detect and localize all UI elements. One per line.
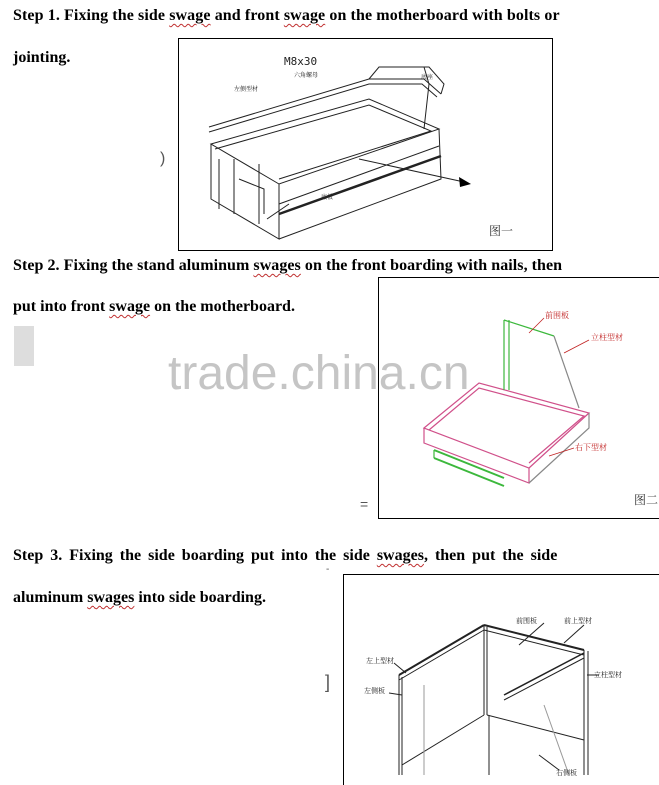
dash-mark: - — [326, 564, 330, 575]
step2-line1 — [13, 256, 562, 276]
step3-line2-part: aluminum — [13, 589, 88, 606]
step2-word-swage: swage — [109, 298, 151, 315]
step1-line1-part: Step 1. Fixing the side — [13, 7, 170, 24]
step3-line1-part: , then put the side — [423, 547, 558, 564]
fig1-label-left: 左侧型材 — [234, 86, 259, 93]
step1-word-swage: swage — [283, 7, 326, 24]
fig1-caption: 图一 — [489, 224, 514, 238]
step3-line2 — [13, 588, 266, 608]
step1-line2: jointing. — [13, 49, 71, 66]
fig1-label-bottom: 底板 — [321, 194, 334, 201]
figure-1 — [178, 38, 553, 251]
step1-line1 — [13, 6, 560, 26]
fig3-label-front-top: 前上型材 — [564, 617, 592, 625]
step3-line1-part: Step 3. Fixing the side boarding put into the side — [13, 547, 377, 564]
step2-line2 — [13, 297, 295, 317]
dash-mark: = — [360, 496, 369, 512]
gray-marker — [14, 326, 34, 366]
fig3-label-right-side: 右侧板 — [556, 769, 577, 777]
fig3-label-post: 立柱型材 — [594, 671, 622, 679]
bracket-mark: ] — [325, 672, 331, 692]
fig1-label-right: 底座 — [421, 74, 434, 81]
step3-word-swages: swages — [87, 589, 135, 606]
step3-word-swages: swages — [376, 547, 424, 564]
fig2-label-front: 前围板 — [545, 311, 569, 320]
fig2-label-lower: 右下型材 — [575, 443, 607, 452]
fig1-label-nut: 六角螺母 — [294, 72, 319, 79]
step2-line1-part: Step 2. Fixing the stand aluminum — [13, 257, 254, 274]
figure-1-drawing — [179, 39, 552, 250]
fig3-label-front-panel: 前围板 — [516, 617, 537, 625]
figure-3-drawing — [344, 575, 659, 785]
fig2-caption: 图二 — [634, 493, 659, 507]
fig1-label-bolt: M8x30 — [284, 55, 318, 68]
fig3-label-left-side: 左侧板 — [364, 687, 385, 695]
fig3-label-left-top: 左上型材 — [366, 657, 394, 665]
figure-3 — [343, 574, 659, 785]
step3-line1 — [13, 546, 557, 566]
step1-line1-part: and front — [210, 7, 284, 24]
step1-line1-part: on the motherboard with bolts or — [325, 7, 560, 24]
step2-line2-part: put into front — [13, 298, 110, 315]
step2-line1-part: on the front boarding with nails, then — [300, 257, 563, 274]
step2-word-swages: swages — [253, 257, 301, 274]
bracket-mark: ) — [160, 150, 166, 167]
fig2-label-post: 立柱型材 — [591, 333, 623, 342]
step1-word-swage: swage — [169, 7, 211, 24]
watermark: trade.china.cn — [168, 347, 470, 400]
step3-line2-part: into side boarding. — [134, 589, 266, 606]
step2-line2-part: on the motherboard. — [150, 298, 295, 315]
